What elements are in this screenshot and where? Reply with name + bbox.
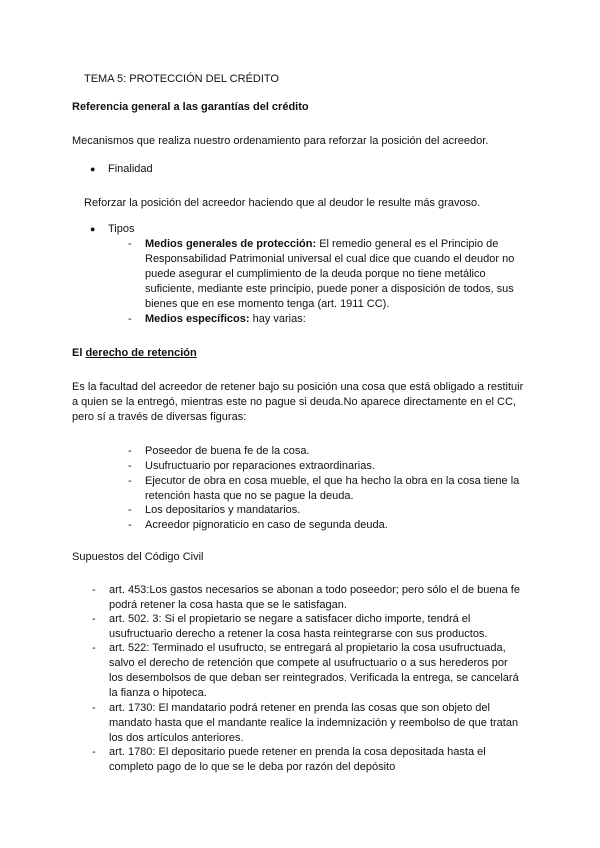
- mecanismos-paragraph: Mecanismos que realiza nuestro ordenamiento para reforzar la posición del acreedor.: [72, 135, 489, 147]
- dash-marker: -: [128, 504, 132, 516]
- articulo-line: art. 453:Los gastos necesarios se abonan a todo poseedor; pero sólo el de buena fe: [109, 584, 520, 596]
- figura-line: Ejecutor de obra en cosa mueble, el que ha hecho la obra en la cosa tiene la: [145, 475, 520, 487]
- articulo-line: usufructuario derecho a retener la cosa hasta reintegrarse con sus productos.: [109, 628, 488, 640]
- medios-generales-label: Medios generales de protección:: [145, 238, 317, 250]
- dash-marker: -: [92, 642, 96, 654]
- figura-item: Poseedor de buena fe de la cosa.: [145, 445, 310, 457]
- medios-especificos-label: Medios específicos:: [145, 313, 250, 325]
- figura-item: [145, 474, 519, 504]
- medios-especificos-text: hay varias:: [249, 313, 306, 325]
- heading-prefix: El: [72, 347, 86, 359]
- dash-marker: -: [128, 445, 132, 457]
- medios-generales-text: Responsabilidad Patrimonial universal el cual dice que cuando el deudor no: [145, 253, 515, 265]
- articulo-item: [109, 745, 486, 775]
- supuestos-heading: Supuestos del Código Civil: [72, 551, 204, 563]
- articulo-line: completo pago de lo que se le deba por razón del depósito: [109, 761, 396, 773]
- articulo-line: salvo el derecho de retención que compete al usufructuario o a sus herederos por: [109, 657, 508, 669]
- figura-item: Acreedor pignoraticio en caso de segunda deuda.: [145, 519, 388, 531]
- medios-generales-text: puede asegurar el cumplimiento de la deuda porque no tiene metálico: [145, 268, 486, 280]
- articulo-line: los dos artículos anteriores.: [109, 732, 244, 744]
- figura-line: retención hasta que no se pague la deuda.: [145, 490, 354, 502]
- finalidad-paragraph: Reforzar la posición del acreedor haciendo que al deudor le resulte más gravoso.: [84, 197, 481, 209]
- dash-marker: -: [128, 238, 132, 250]
- figura-item: Los depositarios y mandatarios.: [145, 504, 301, 516]
- bullet-dot: ●: [90, 164, 96, 174]
- dash-marker: -: [128, 460, 132, 472]
- section-heading-retencion: [72, 346, 197, 360]
- document-title: TEMA 5: PROTECCIÓN DEL CRÉDITO: [84, 73, 279, 85]
- paragraph-line: a quien se la entregó, mientras este no pague si deuda.No aparece directamente en el CC,: [72, 396, 516, 408]
- bullet-dot: ●: [90, 224, 96, 234]
- articulo-line: art. 522: Terminado el usufructo, se entregará al propietario la cosa usufructuada,: [109, 642, 506, 654]
- articulo-line: art. 1780: El depositario puede retener en prenda la cosa depositada hasta el: [109, 746, 486, 758]
- paragraph-line: pero sí a través de diversas figuras:: [72, 411, 247, 423]
- medios-generales-text: suficiente, mediante este principio, puede poner a disposición de todos, sus: [145, 283, 514, 295]
- dash-marker: -: [92, 584, 96, 596]
- medios-especificos-item: [145, 312, 306, 327]
- articulo-item: [109, 641, 519, 701]
- figura-item: Usufructuario por reparaciones extraordinarias.: [145, 460, 375, 472]
- articulo-item: [109, 583, 520, 613]
- articulo-item: [109, 701, 518, 746]
- heading-underlined: derecho de retención: [85, 347, 197, 359]
- articulo-line: art. 1730: El mandatario podrá retener en prenda las cosas que son objeto del: [109, 702, 490, 714]
- tipos-label: Tipos: [108, 223, 135, 235]
- finalidad-label: Finalidad: [108, 163, 153, 175]
- articulo-line: mandato hasta que el mandante realice la indemnización y reembolso de que tratan: [109, 717, 519, 729]
- dash-marker: -: [92, 613, 96, 625]
- medios-generales-item: [145, 237, 514, 312]
- dash-marker: -: [128, 475, 132, 487]
- dash-marker: -: [128, 313, 132, 325]
- articulo-line: art. 502. 3: Si el propietario se negare a satisfacer dicho importe, tendrá el: [109, 613, 471, 625]
- dash-marker: -: [92, 702, 96, 714]
- dash-marker: -: [92, 746, 96, 758]
- articulo-line: la fianza o hipoteca.: [109, 687, 207, 699]
- retencion-paragraph: [72, 380, 523, 425]
- articulo-item: [109, 612, 488, 642]
- section-heading-garantias: Referencia general a las garantías del crédito: [72, 101, 309, 113]
- articulo-line: podrá retener la cosa hasta que se le satisfagan.: [109, 599, 347, 611]
- paragraph-line: Es la facultad del acreedor de retener bajo su posición una cosa que está obligado a restituir: [72, 381, 524, 393]
- dash-marker: -: [128, 519, 132, 531]
- medios-generales-text: bienes que en ese momento tenga (art. 1911 CC).: [145, 298, 390, 310]
- medios-generales-text: El remedio general es el Principio de: [316, 238, 499, 250]
- articulo-line: los desembolsos de que deban ser reintegrados. Verificada la entrega, se cancelará: [109, 672, 519, 684]
